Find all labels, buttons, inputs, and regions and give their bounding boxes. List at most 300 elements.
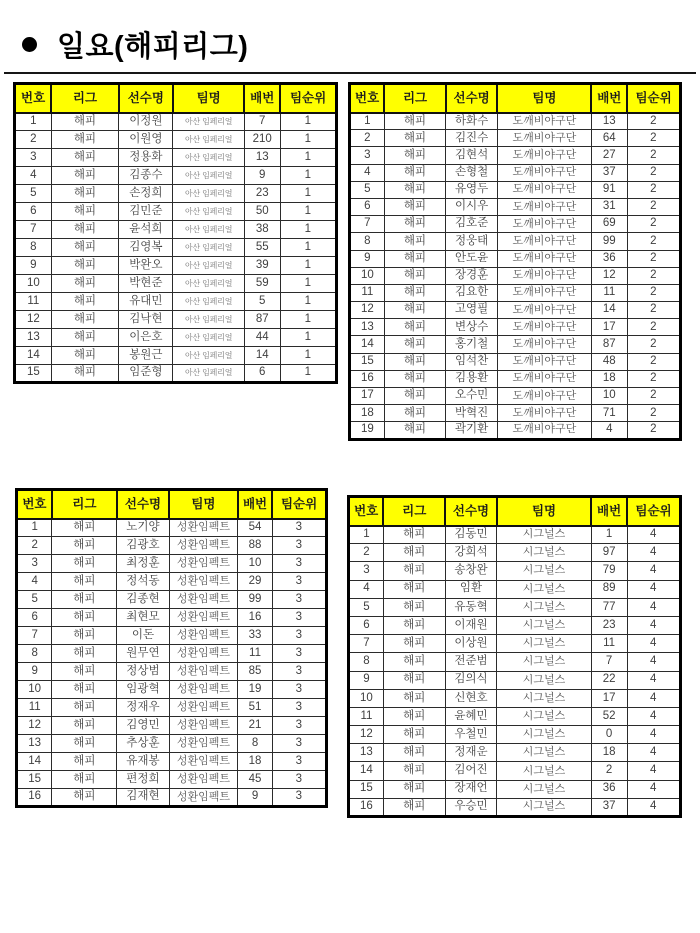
cell-jersey-number: 27 bbox=[591, 147, 627, 164]
cell-number: 16 bbox=[17, 789, 52, 807]
cell-player-name: 송창완 bbox=[445, 562, 497, 580]
cell-number: 2 bbox=[17, 537, 52, 555]
cell-jersey-number: 64 bbox=[591, 130, 627, 147]
table-row bbox=[17, 699, 327, 717]
cell-number: 11 bbox=[350, 284, 385, 301]
table-row bbox=[350, 198, 681, 215]
cell-team-name: 도깨비야구단 bbox=[497, 302, 591, 319]
cell-league: 해피 bbox=[384, 302, 446, 319]
cell-jersey-number: 99 bbox=[591, 233, 627, 250]
cell-team-name: 아산 임페리얼 bbox=[173, 203, 244, 221]
cell-team-name: 성환임펙트 bbox=[169, 717, 238, 735]
table-row bbox=[350, 319, 681, 336]
header-row bbox=[349, 497, 681, 526]
cell-team-rank: 1 bbox=[280, 239, 336, 257]
cell-league: 해피 bbox=[52, 771, 117, 789]
cell-league: 해피 bbox=[384, 422, 446, 439]
cell-number: 3 bbox=[15, 149, 52, 167]
cell-team-rank: 3 bbox=[272, 699, 326, 717]
cell-league: 해피 bbox=[51, 365, 119, 383]
table-row bbox=[349, 598, 681, 616]
cell-number: 14 bbox=[349, 762, 384, 780]
cell-player-name: 김재현 bbox=[117, 789, 169, 807]
cell-league: 해피 bbox=[52, 555, 117, 573]
cell-number: 12 bbox=[17, 717, 52, 735]
cell-player-name: 강희석 bbox=[445, 544, 497, 562]
cell-team-name: 시그널스 bbox=[497, 689, 591, 707]
cell-team-rank: 4 bbox=[627, 562, 680, 580]
cell-team-rank: 3 bbox=[272, 717, 326, 735]
cell-league: 해피 bbox=[51, 275, 119, 293]
cell-number: 9 bbox=[349, 671, 384, 689]
cell-league: 해피 bbox=[384, 233, 446, 250]
cell-team-name: 도깨비야구단 bbox=[497, 267, 591, 284]
cell-team-rank: 1 bbox=[280, 257, 336, 275]
column-header-league: 리그 bbox=[384, 84, 446, 113]
cell-player-name: 김현석 bbox=[446, 147, 498, 164]
cell-number: 6 bbox=[17, 609, 52, 627]
cell-team-rank: 2 bbox=[627, 181, 680, 198]
cell-league: 해피 bbox=[52, 681, 117, 699]
table-row bbox=[349, 526, 681, 544]
cell-jersey-number: 19 bbox=[238, 681, 272, 699]
cell-jersey-number: 18 bbox=[591, 744, 627, 762]
cell-team-rank: 1 bbox=[280, 167, 336, 185]
table-row bbox=[350, 216, 681, 233]
roster-table bbox=[348, 82, 682, 441]
cell-number: 10 bbox=[350, 267, 385, 284]
cell-jersey-number: 5 bbox=[244, 293, 280, 311]
cell-number: 11 bbox=[15, 293, 52, 311]
cell-team-name: 아산 임페리얼 bbox=[173, 167, 244, 185]
cell-number: 15 bbox=[350, 353, 385, 370]
cell-jersey-number: 69 bbox=[591, 216, 627, 233]
cell-number: 11 bbox=[17, 699, 52, 717]
cell-jersey-number: 11 bbox=[238, 645, 272, 663]
cell-player-name: 이시우 bbox=[446, 198, 498, 215]
cell-number: 9 bbox=[350, 250, 385, 267]
roster-table-asan-imperial bbox=[13, 82, 338, 384]
cell-team-name: 아산 임페리얼 bbox=[173, 131, 244, 149]
cell-player-name: 이은호 bbox=[119, 329, 173, 347]
cell-team-name: 성환임펙트 bbox=[169, 753, 238, 771]
cell-league: 해피 bbox=[52, 717, 117, 735]
cell-team-rank: 1 bbox=[280, 221, 336, 239]
cell-league: 해피 bbox=[383, 562, 445, 580]
cell-jersey-number: 0 bbox=[591, 726, 627, 744]
cell-team-rank: 2 bbox=[627, 113, 680, 130]
table-row bbox=[15, 239, 337, 257]
cell-team-name: 도깨비야구단 bbox=[497, 336, 591, 353]
cell-player-name: 전준범 bbox=[445, 653, 497, 671]
table-row bbox=[350, 130, 681, 147]
cell-team-rank: 1 bbox=[280, 203, 336, 221]
table-row bbox=[350, 370, 681, 387]
cell-league: 해피 bbox=[384, 198, 446, 215]
cell-team-name: 성환임펙트 bbox=[169, 537, 238, 555]
cell-league: 해피 bbox=[52, 573, 117, 591]
cell-team-rank: 2 bbox=[627, 353, 680, 370]
cell-team-name: 도깨비야구단 bbox=[497, 405, 591, 422]
table-row bbox=[349, 653, 681, 671]
cell-jersey-number: 14 bbox=[591, 302, 627, 319]
cell-team-rank: 4 bbox=[627, 653, 680, 671]
cell-jersey-number: 79 bbox=[591, 562, 627, 580]
cell-jersey-number: 22 bbox=[591, 671, 627, 689]
cell-team-rank: 1 bbox=[280, 113, 336, 131]
table-row bbox=[15, 185, 337, 203]
cell-number: 1 bbox=[15, 113, 52, 131]
cell-jersey-number: 11 bbox=[591, 635, 627, 653]
cell-player-name: 김민준 bbox=[119, 203, 173, 221]
page-title bbox=[22, 24, 248, 65]
cell-jersey-number: 7 bbox=[244, 113, 280, 131]
cell-team-name: 성환임펙트 bbox=[169, 519, 238, 537]
cell-team-name: 시그널스 bbox=[497, 726, 591, 744]
column-header-team-name: 팀명 bbox=[169, 490, 238, 519]
cell-team-name: 아산 임페리얼 bbox=[173, 347, 244, 365]
cell-team-rank: 2 bbox=[627, 370, 680, 387]
cell-league: 해피 bbox=[383, 798, 445, 816]
cell-league: 해피 bbox=[384, 147, 446, 164]
cell-team-name: 도깨비야구단 bbox=[497, 130, 591, 147]
cell-number: 15 bbox=[15, 365, 52, 383]
column-header-player-name: 선수명 bbox=[119, 84, 173, 113]
cell-team-rank: 3 bbox=[272, 753, 326, 771]
cell-jersey-number: 8 bbox=[238, 735, 272, 753]
cell-team-rank: 4 bbox=[627, 580, 680, 598]
cell-number: 11 bbox=[349, 707, 384, 725]
title-divider bbox=[4, 72, 696, 74]
cell-number: 13 bbox=[17, 735, 52, 753]
cell-jersey-number: 10 bbox=[238, 555, 272, 573]
cell-team-name: 도깨비야구단 bbox=[497, 233, 591, 250]
cell-team-name: 성환임펙트 bbox=[169, 627, 238, 645]
cell-player-name: 장재언 bbox=[445, 780, 497, 798]
cell-team-name: 시그널스 bbox=[497, 544, 591, 562]
cell-player-name: 편정희 bbox=[117, 771, 169, 789]
cell-number: 2 bbox=[15, 131, 52, 149]
cell-number: 10 bbox=[349, 689, 384, 707]
cell-league: 해피 bbox=[384, 319, 446, 336]
cell-player-name: 김어진 bbox=[445, 762, 497, 780]
cell-team-rank: 1 bbox=[280, 293, 336, 311]
cell-team-name: 아산 임페리얼 bbox=[173, 293, 244, 311]
cell-league: 해피 bbox=[383, 726, 445, 744]
cell-team-rank: 4 bbox=[627, 635, 680, 653]
cell-team-name: 시그널스 bbox=[497, 562, 591, 580]
roster-table-dokkaebi bbox=[348, 82, 682, 441]
cell-jersey-number: 14 bbox=[244, 347, 280, 365]
cell-jersey-number: 210 bbox=[244, 131, 280, 149]
cell-team-rank: 2 bbox=[627, 336, 680, 353]
cell-number: 5 bbox=[17, 591, 52, 609]
cell-jersey-number: 91 bbox=[591, 181, 627, 198]
cell-league: 해피 bbox=[52, 519, 117, 537]
table-row bbox=[349, 562, 681, 580]
cell-team-name: 도깨비야구단 bbox=[497, 353, 591, 370]
roster-table-signals bbox=[347, 495, 682, 818]
cell-league: 해피 bbox=[52, 789, 117, 807]
cell-jersey-number: 39 bbox=[244, 257, 280, 275]
column-header-team-name: 팀명 bbox=[173, 84, 244, 113]
cell-number: 1 bbox=[350, 113, 385, 130]
table-row bbox=[15, 275, 337, 293]
cell-number: 10 bbox=[17, 681, 52, 699]
cell-team-rank: 3 bbox=[272, 609, 326, 627]
cell-team-name: 성환임펙트 bbox=[169, 573, 238, 591]
cell-jersey-number: 50 bbox=[244, 203, 280, 221]
cell-player-name: 오수민 bbox=[446, 388, 498, 405]
cell-team-name: 도깨비야구단 bbox=[497, 370, 591, 387]
cell-league: 해피 bbox=[51, 257, 119, 275]
cell-jersey-number: 44 bbox=[244, 329, 280, 347]
cell-league: 해피 bbox=[51, 329, 119, 347]
cell-jersey-number: 6 bbox=[244, 365, 280, 383]
cell-league: 해피 bbox=[384, 164, 446, 181]
cell-jersey-number: 51 bbox=[238, 699, 272, 717]
cell-league: 해피 bbox=[384, 284, 446, 301]
cell-player-name: 김요한 bbox=[446, 284, 498, 301]
cell-league: 해피 bbox=[383, 653, 445, 671]
table-row bbox=[349, 726, 681, 744]
cell-player-name: 유재봉 bbox=[117, 753, 169, 771]
column-header-team-rank: 팀순위 bbox=[280, 84, 336, 113]
cell-team-name: 도깨비야구단 bbox=[497, 181, 591, 198]
cell-league: 해피 bbox=[51, 311, 119, 329]
cell-number: 4 bbox=[17, 573, 52, 591]
cell-team-name: 시그널스 bbox=[497, 580, 591, 598]
cell-jersey-number: 52 bbox=[591, 707, 627, 725]
cell-team-name: 도깨비야구단 bbox=[497, 147, 591, 164]
cell-number: 4 bbox=[15, 167, 52, 185]
cell-player-name: 임광혁 bbox=[117, 681, 169, 699]
cell-team-rank: 2 bbox=[627, 302, 680, 319]
cell-team-name: 성환임펙트 bbox=[169, 681, 238, 699]
cell-player-name: 유대민 bbox=[119, 293, 173, 311]
cell-team-name: 아산 임페리얼 bbox=[173, 329, 244, 347]
table-row bbox=[15, 113, 337, 131]
cell-league: 해피 bbox=[383, 707, 445, 725]
cell-number: 12 bbox=[15, 311, 52, 329]
table-row bbox=[15, 329, 337, 347]
table-row bbox=[350, 336, 681, 353]
cell-jersey-number: 87 bbox=[244, 311, 280, 329]
table-row bbox=[17, 753, 327, 771]
page-title-text: 일요(해피리그) bbox=[57, 31, 249, 63]
cell-league: 해피 bbox=[51, 347, 119, 365]
table-row bbox=[349, 635, 681, 653]
cell-number: 8 bbox=[15, 239, 52, 257]
cell-league: 해피 bbox=[383, 635, 445, 653]
cell-player-name: 이재원 bbox=[445, 616, 497, 634]
cell-number: 16 bbox=[349, 798, 384, 816]
cell-number: 14 bbox=[350, 336, 385, 353]
cell-number: 10 bbox=[15, 275, 52, 293]
cell-team-name: 시그널스 bbox=[497, 526, 591, 544]
cell-team-rank: 3 bbox=[272, 645, 326, 663]
table-row bbox=[350, 388, 681, 405]
column-header-jersey-number: 배번 bbox=[238, 490, 272, 519]
cell-player-name: 손정희 bbox=[119, 185, 173, 203]
cell-jersey-number: 85 bbox=[238, 663, 272, 681]
cell-number: 9 bbox=[17, 663, 52, 681]
table-row bbox=[349, 707, 681, 725]
cell-league: 해피 bbox=[51, 113, 119, 131]
table-row bbox=[349, 689, 681, 707]
cell-jersey-number: 17 bbox=[591, 689, 627, 707]
cell-number: 8 bbox=[350, 233, 385, 250]
cell-player-name: 우승민 bbox=[445, 798, 497, 816]
cell-jersey-number: 17 bbox=[591, 319, 627, 336]
cell-team-name: 도깨비야구단 bbox=[497, 216, 591, 233]
cell-player-name: 김동민 bbox=[445, 526, 497, 544]
roster-table bbox=[13, 82, 338, 384]
cell-team-rank: 1 bbox=[280, 347, 336, 365]
cell-number: 6 bbox=[349, 616, 384, 634]
cell-team-rank: 2 bbox=[627, 405, 680, 422]
cell-jersey-number: 11 bbox=[591, 284, 627, 301]
table-row bbox=[17, 519, 327, 537]
column-header-player-name: 선수명 bbox=[117, 490, 169, 519]
table-row bbox=[349, 798, 681, 816]
cell-team-rank: 3 bbox=[272, 555, 326, 573]
table-row bbox=[349, 616, 681, 634]
cell-league: 해피 bbox=[52, 735, 117, 753]
cell-team-name: 성환임펙트 bbox=[169, 789, 238, 807]
cell-player-name: 변상수 bbox=[446, 319, 498, 336]
cell-team-rank: 4 bbox=[627, 726, 680, 744]
cell-team-name: 도깨비야구단 bbox=[497, 388, 591, 405]
cell-number: 15 bbox=[349, 780, 384, 798]
table-row bbox=[15, 131, 337, 149]
cell-jersey-number: 36 bbox=[591, 780, 627, 798]
cell-number: 3 bbox=[17, 555, 52, 573]
cell-team-rank: 2 bbox=[627, 233, 680, 250]
cell-number: 1 bbox=[349, 526, 384, 544]
roster-table bbox=[15, 488, 328, 808]
cell-jersey-number: 23 bbox=[591, 616, 627, 634]
cell-league: 해피 bbox=[52, 591, 117, 609]
cell-number: 14 bbox=[17, 753, 52, 771]
cell-league: 해피 bbox=[383, 580, 445, 598]
cell-jersey-number: 2 bbox=[591, 762, 627, 780]
cell-league: 해피 bbox=[52, 645, 117, 663]
cell-player-name: 정재우 bbox=[117, 699, 169, 717]
cell-team-name: 도깨비야구단 bbox=[497, 422, 591, 439]
cell-number: 2 bbox=[349, 544, 384, 562]
cell-number: 13 bbox=[350, 319, 385, 336]
cell-number: 7 bbox=[17, 627, 52, 645]
cell-team-rank: 1 bbox=[280, 275, 336, 293]
cell-jersey-number: 7 bbox=[591, 653, 627, 671]
cell-league: 해피 bbox=[383, 598, 445, 616]
cell-team-rank: 4 bbox=[627, 780, 680, 798]
cell-player-name: 최정훈 bbox=[117, 555, 169, 573]
cell-team-name: 아산 임페리얼 bbox=[173, 239, 244, 257]
column-header-jersey-number: 배번 bbox=[591, 84, 627, 113]
cell-jersey-number: 37 bbox=[591, 798, 627, 816]
cell-number: 13 bbox=[349, 744, 384, 762]
cell-jersey-number: 87 bbox=[591, 336, 627, 353]
cell-team-name: 도깨비야구단 bbox=[497, 113, 591, 130]
cell-league: 해피 bbox=[52, 609, 117, 627]
table-row bbox=[17, 645, 327, 663]
cell-player-name: 임준형 bbox=[119, 365, 173, 383]
cell-player-name: 윤혜민 bbox=[445, 707, 497, 725]
table-row bbox=[15, 203, 337, 221]
cell-league: 해피 bbox=[383, 689, 445, 707]
table-row bbox=[350, 164, 681, 181]
cell-number: 12 bbox=[350, 302, 385, 319]
cell-team-rank: 3 bbox=[272, 789, 326, 807]
cell-player-name: 김호준 bbox=[446, 216, 498, 233]
cell-team-rank: 1 bbox=[280, 185, 336, 203]
cell-team-rank: 3 bbox=[272, 735, 326, 753]
cell-team-name: 아산 임페리얼 bbox=[173, 149, 244, 167]
cell-team-name: 아산 임페리얼 bbox=[173, 365, 244, 383]
cell-number: 8 bbox=[17, 645, 52, 663]
cell-team-name: 시그널스 bbox=[497, 707, 591, 725]
cell-player-name: 정웅태 bbox=[446, 233, 498, 250]
cell-league: 해피 bbox=[384, 130, 446, 147]
cell-league: 해피 bbox=[52, 663, 117, 681]
table-row bbox=[17, 663, 327, 681]
table-row bbox=[350, 250, 681, 267]
cell-team-name: 성환임펙트 bbox=[169, 771, 238, 789]
table-row bbox=[350, 233, 681, 250]
cell-team-rank: 2 bbox=[627, 250, 680, 267]
column-header-number: 번호 bbox=[349, 497, 384, 526]
cell-player-name: 원무연 bbox=[117, 645, 169, 663]
cell-jersey-number: 12 bbox=[591, 267, 627, 284]
table-row bbox=[349, 762, 681, 780]
cell-player-name: 김진수 bbox=[446, 130, 498, 147]
roster-table bbox=[347, 495, 682, 818]
cell-team-name: 도깨비야구단 bbox=[497, 284, 591, 301]
cell-league: 해피 bbox=[51, 149, 119, 167]
table-row bbox=[350, 302, 681, 319]
table-row bbox=[350, 147, 681, 164]
cell-league: 해피 bbox=[51, 131, 119, 149]
cell-player-name: 곽기환 bbox=[446, 422, 498, 439]
cell-jersey-number: 45 bbox=[238, 771, 272, 789]
cell-team-rank: 2 bbox=[627, 198, 680, 215]
cell-number: 2 bbox=[350, 130, 385, 147]
cell-league: 해피 bbox=[51, 239, 119, 257]
cell-jersey-number: 33 bbox=[238, 627, 272, 645]
cell-player-name: 정용화 bbox=[119, 149, 173, 167]
cell-jersey-number: 55 bbox=[244, 239, 280, 257]
cell-team-rank: 4 bbox=[627, 798, 680, 816]
cell-league: 해피 bbox=[383, 616, 445, 634]
header-row bbox=[17, 490, 327, 519]
cell-team-rank: 2 bbox=[627, 216, 680, 233]
cell-jersey-number: 99 bbox=[238, 591, 272, 609]
cell-player-name: 우철민 bbox=[445, 726, 497, 744]
cell-team-name: 아산 임페리얼 bbox=[173, 275, 244, 293]
cell-team-rank: 2 bbox=[627, 319, 680, 336]
cell-player-name: 정석동 bbox=[117, 573, 169, 591]
cell-league: 해피 bbox=[384, 113, 446, 130]
cell-league: 해피 bbox=[383, 671, 445, 689]
cell-league: 해피 bbox=[51, 167, 119, 185]
table-row bbox=[349, 580, 681, 598]
cell-team-name: 아산 임페리얼 bbox=[173, 221, 244, 239]
cell-jersey-number: 36 bbox=[591, 250, 627, 267]
cell-league: 해피 bbox=[384, 267, 446, 284]
table-row bbox=[15, 221, 337, 239]
